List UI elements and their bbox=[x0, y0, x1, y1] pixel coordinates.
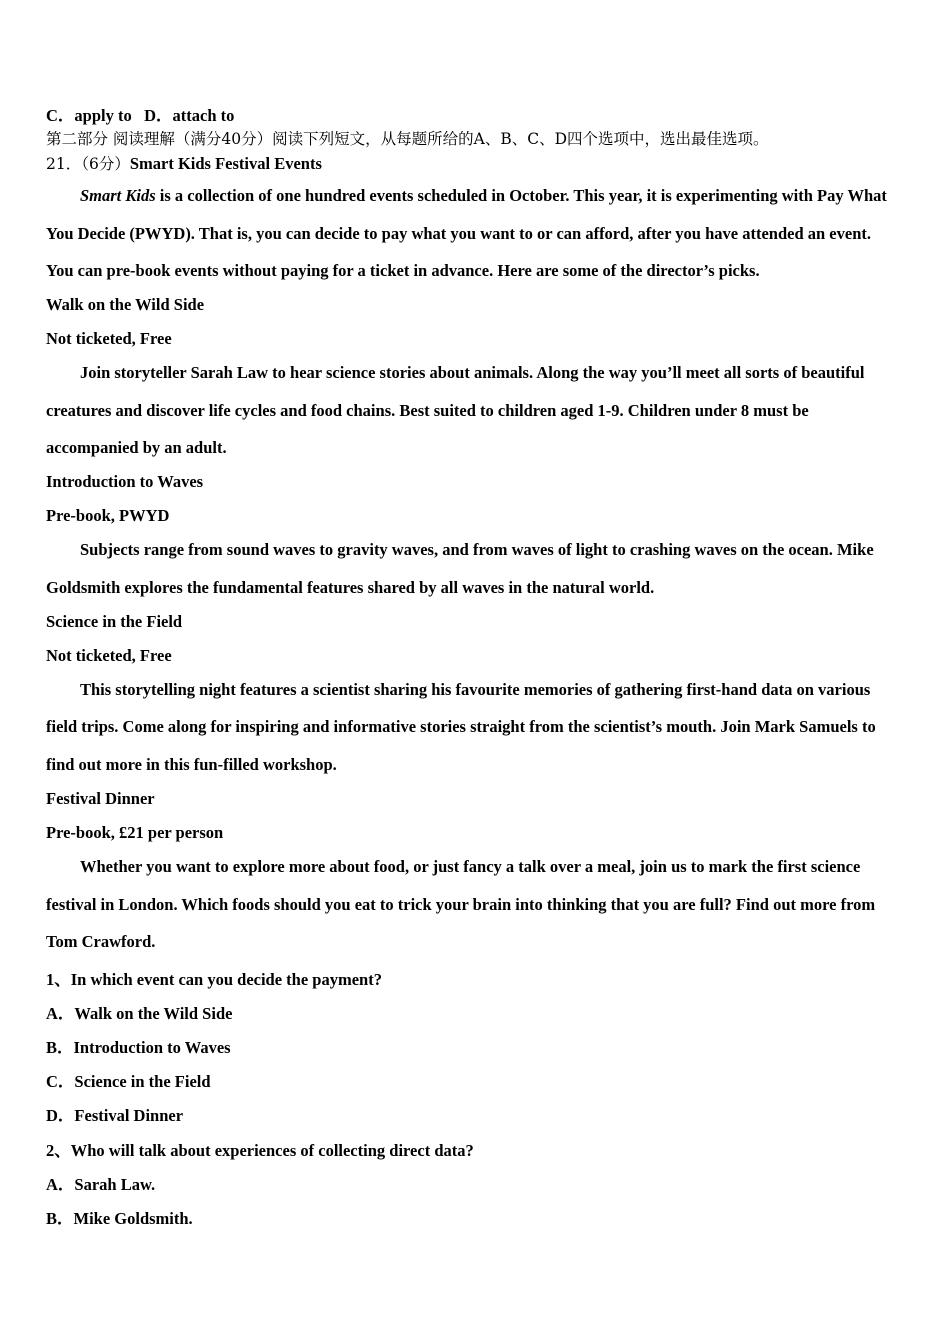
event-ticket: Pre-book, £21 per person bbox=[46, 823, 224, 842]
answer-option[interactable]: A．Walk on the Wild Side bbox=[46, 1004, 233, 1023]
event-description-line: This storytelling night features a scientist sharing his favourite memories of gathering first-hand data on various bbox=[80, 680, 871, 699]
intro-line-2: You Decide (PWYD). That is, you can decide to pay what you want to or can afford, after you have attended an event. bbox=[46, 224, 871, 243]
intro-line-3: You can pre-book events without paying for a ticket in advance. Here are some of the director’s picks. bbox=[46, 261, 760, 280]
section-header: 第二部分 阅读理解（满分40分）阅读下列短文，从每题所给的A、B、C、D四个选项中，选出最佳选项。 bbox=[46, 130, 769, 148]
answer-option[interactable]: B．Mike Goldsmith. bbox=[46, 1209, 193, 1228]
intro-line-1 bbox=[80, 186, 887, 206]
passage-title: Smart Kids Festival Events bbox=[129, 154, 322, 173]
event-ticket: Not ticketed, Free bbox=[46, 329, 172, 348]
event-title: Festival Dinner bbox=[46, 789, 155, 808]
event-ticket: Pre-book, PWYD bbox=[46, 506, 170, 525]
question-stem: 2、Who will talk about experiences of collecting direct data? bbox=[46, 1141, 474, 1160]
event-title: Introduction to Waves bbox=[46, 472, 204, 491]
event-description-line: festival in London. Which foods should you eat to trick your brain into thinking that you are full? Find out more from bbox=[46, 895, 876, 914]
event-title: Science in the Field bbox=[46, 612, 183, 631]
question-stem: 1、In which event can you decide the payment? bbox=[46, 970, 382, 989]
event-description-line: accompanied by an adult. bbox=[46, 438, 227, 457]
event-description-line: find out more in this fun-filled workshop. bbox=[46, 755, 337, 774]
intro-line-1-rest: is a collection of one hundred events scheduled in October. This year, it is experimenting with Pay What bbox=[155, 186, 887, 205]
event-description-line: Goldsmith explores the fundamental features shared by all waves in the natural world. bbox=[46, 578, 655, 597]
event-description-line: Join storyteller Sarah Law to hear science stories about animals. Along the way you’ll meet all sorts of beautiful bbox=[80, 363, 865, 382]
option-c: C．apply to bbox=[46, 106, 132, 125]
event-ticket: Not ticketed, Free bbox=[46, 646, 172, 665]
answer-option[interactable]: D．Festival Dinner bbox=[46, 1106, 184, 1125]
option-d: D．attach to bbox=[144, 106, 235, 125]
event-description-line: Subjects range from sound waves to gravity waves, and from waves of light to crashing waves on the ocean. Mike bbox=[80, 540, 874, 559]
previous-options bbox=[46, 102, 234, 126]
question-number: 21．（6分） bbox=[46, 155, 130, 173]
event-description-line: Whether you want to explore more about food, or just fancy a talk over a meal, join us to mark the first science bbox=[80, 857, 861, 876]
answer-option[interactable]: B．Introduction to Waves bbox=[46, 1038, 231, 1057]
answer-option[interactable]: A．Sarah Law. bbox=[46, 1175, 156, 1194]
smart-kids-italic: Smart Kids bbox=[80, 186, 156, 205]
question-intro bbox=[46, 152, 322, 174]
answer-option[interactable]: C．Science in the Field bbox=[46, 1072, 211, 1091]
event-description-line: creatures and discover life cycles and food chains. Best suited to children aged 1-9. Children under 8 must be bbox=[46, 401, 809, 420]
event-description-line: field trips. Come along for inspiring and informative stories straight from the scientist’s mouth. Join Mark Samuels to bbox=[46, 717, 876, 736]
event-title: Walk on the Wild Side bbox=[46, 295, 205, 314]
event-description-line: Tom Crawford. bbox=[46, 932, 156, 951]
